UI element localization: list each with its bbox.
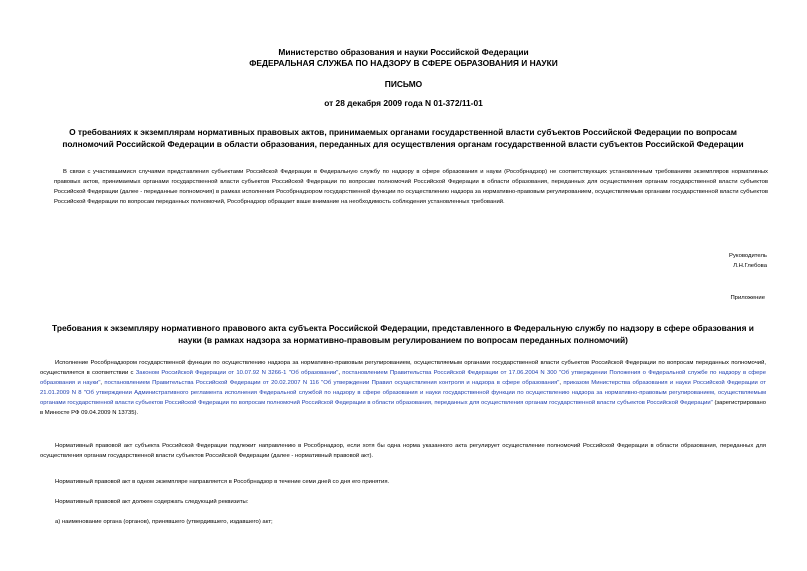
signer-name: Л.Н.Глебова bbox=[733, 263, 767, 269]
law-link[interactable]: Законом Российской Федерации от 10.07.92 N 3266-1 "Об образовании" bbox=[135, 369, 339, 376]
text-span: (зарегистрировано в Минюсте РФ 09.04.2009 N 13735). bbox=[40, 399, 767, 416]
appendix-paragraph-legal-basis bbox=[40, 359, 766, 418]
text-span: , bbox=[100, 379, 105, 386]
document-date-number: от 28 декабря 2009 года N 01-372/11-01 bbox=[324, 98, 483, 108]
service-name: ФЕДЕРАЛЬНАЯ СЛУЖБА ПО НАДЗОРУ В СФЕРЕ ОБРАЗОВАНИЯ И НАУКИ bbox=[249, 58, 558, 68]
signer-position: Руководитель bbox=[729, 253, 767, 259]
ministry-name: Министерство образования и науки Российской Федерации bbox=[278, 47, 529, 57]
appendix-title: Требования к экземпляру нормативного правового акта субъекта Российской Федерации, представленного в Федеральную службу по надзору в сфере образования и науки (в рамках надзора за нормативно-правовым регулированием по вопросам переданных полномочий) bbox=[52, 323, 754, 345]
text-span: Исполнение Рособрнадзором государственной функции по осуществлению надзора за нормативно-правовым регулированием, осуществляемым органами государственной власти субъектов Российской Федерации по вопросам переданных полномочий, осуществляется в соответствии с bbox=[40, 360, 766, 376]
order-8-link[interactable]: приказом Министерства образования и науки Российской Федерации от 21.01.2009 N 8 "Об утверждении Административного регламента исполнения Федеральной службой по надзору в сфере образования и науки государственной функции по осуществлению надзора за нормативно-правовым регулированием, осуществляемым органами государственной власти субъектов Российской Федерации по вопросам полномочий Российской Федерации в области образования, переданных для осуществления органам государственной власти субъектов Российской Федерации" bbox=[40, 379, 767, 406]
decree-116-link[interactable]: постановлением Правительства Российской Федерации от 20.02.2007 N 116 "Об утверждении Правил осуществления контроля и надзора в сфере образования" bbox=[104, 379, 560, 386]
appendix-line-requisites: Нормативный правовой акт должен содержать следующий реквизиты: bbox=[55, 499, 249, 505]
text-span: , bbox=[338, 369, 343, 376]
document-type: ПИСЬМО bbox=[384, 79, 423, 89]
appendix-paragraph-scope: Нормативный правовой акт субъекта Российской Федерации подлежит направлению в Рособрнадзор, если хотя бы одна норма указанного акта регулирует осуществление полномочий Российской Федерации в области образования, переданных для осуществления органам государственной власти субъектов Российской Федерации (далее - нормативный правовой акт). bbox=[40, 443, 766, 459]
appendix-label: Приложение bbox=[730, 295, 765, 301]
document-subject: О требованиях к экземплярам нормативных правовых актов, принимаемых органами государственной власти субъектов Российской Федерации по вопросам полномочий Российской Федерации в области образования, переданных для осуществления органам государственной власти субъектов Российской Федерации bbox=[62, 127, 744, 149]
text-span: , bbox=[559, 379, 564, 386]
decree-300-link[interactable]: постановлением Правительства Российской Федерации от 17.06.2004 N 300 "Об утверждении Положения о Федеральной службе по надзору в сфере образования и науки" bbox=[40, 369, 766, 386]
appendix-line-item-a: а) наименование органа (органов), принявшего (утвердившего, издавшего) акт; bbox=[55, 519, 273, 525]
appendix-line-deadline: Нормативный правовой акт в одном экземпляре направляется в Рособрнадзор в течение семи дней со дня его принятия. bbox=[55, 479, 390, 485]
letter-paragraph: В связи с участившимися случаями представления субъектами Российской Федерации в Федеральную службу по надзору в сфере образования и науки (Рособрнадзор) не соответствующих установленным требованиям экземпляров нормативных правовых актов, принимаемых органами государственной власти субъектов Российской Федерации по вопросам полномочий Российской Федерации в области образования, переданных для осуществления органам государственной власти субъектов Российской Федерации (далее - переданные полномочия) в рамках исполнения Рособрнадзором государственной функции по осуществлению надзора за нормативно-правовым регулированием, осуществляемым органами государственной власти субъектов Российской Федерации по вопросам переданных полномочий, Рособрнадзор обращает ваше внимание на необходимость соблюдения установленных требований. bbox=[54, 169, 768, 205]
